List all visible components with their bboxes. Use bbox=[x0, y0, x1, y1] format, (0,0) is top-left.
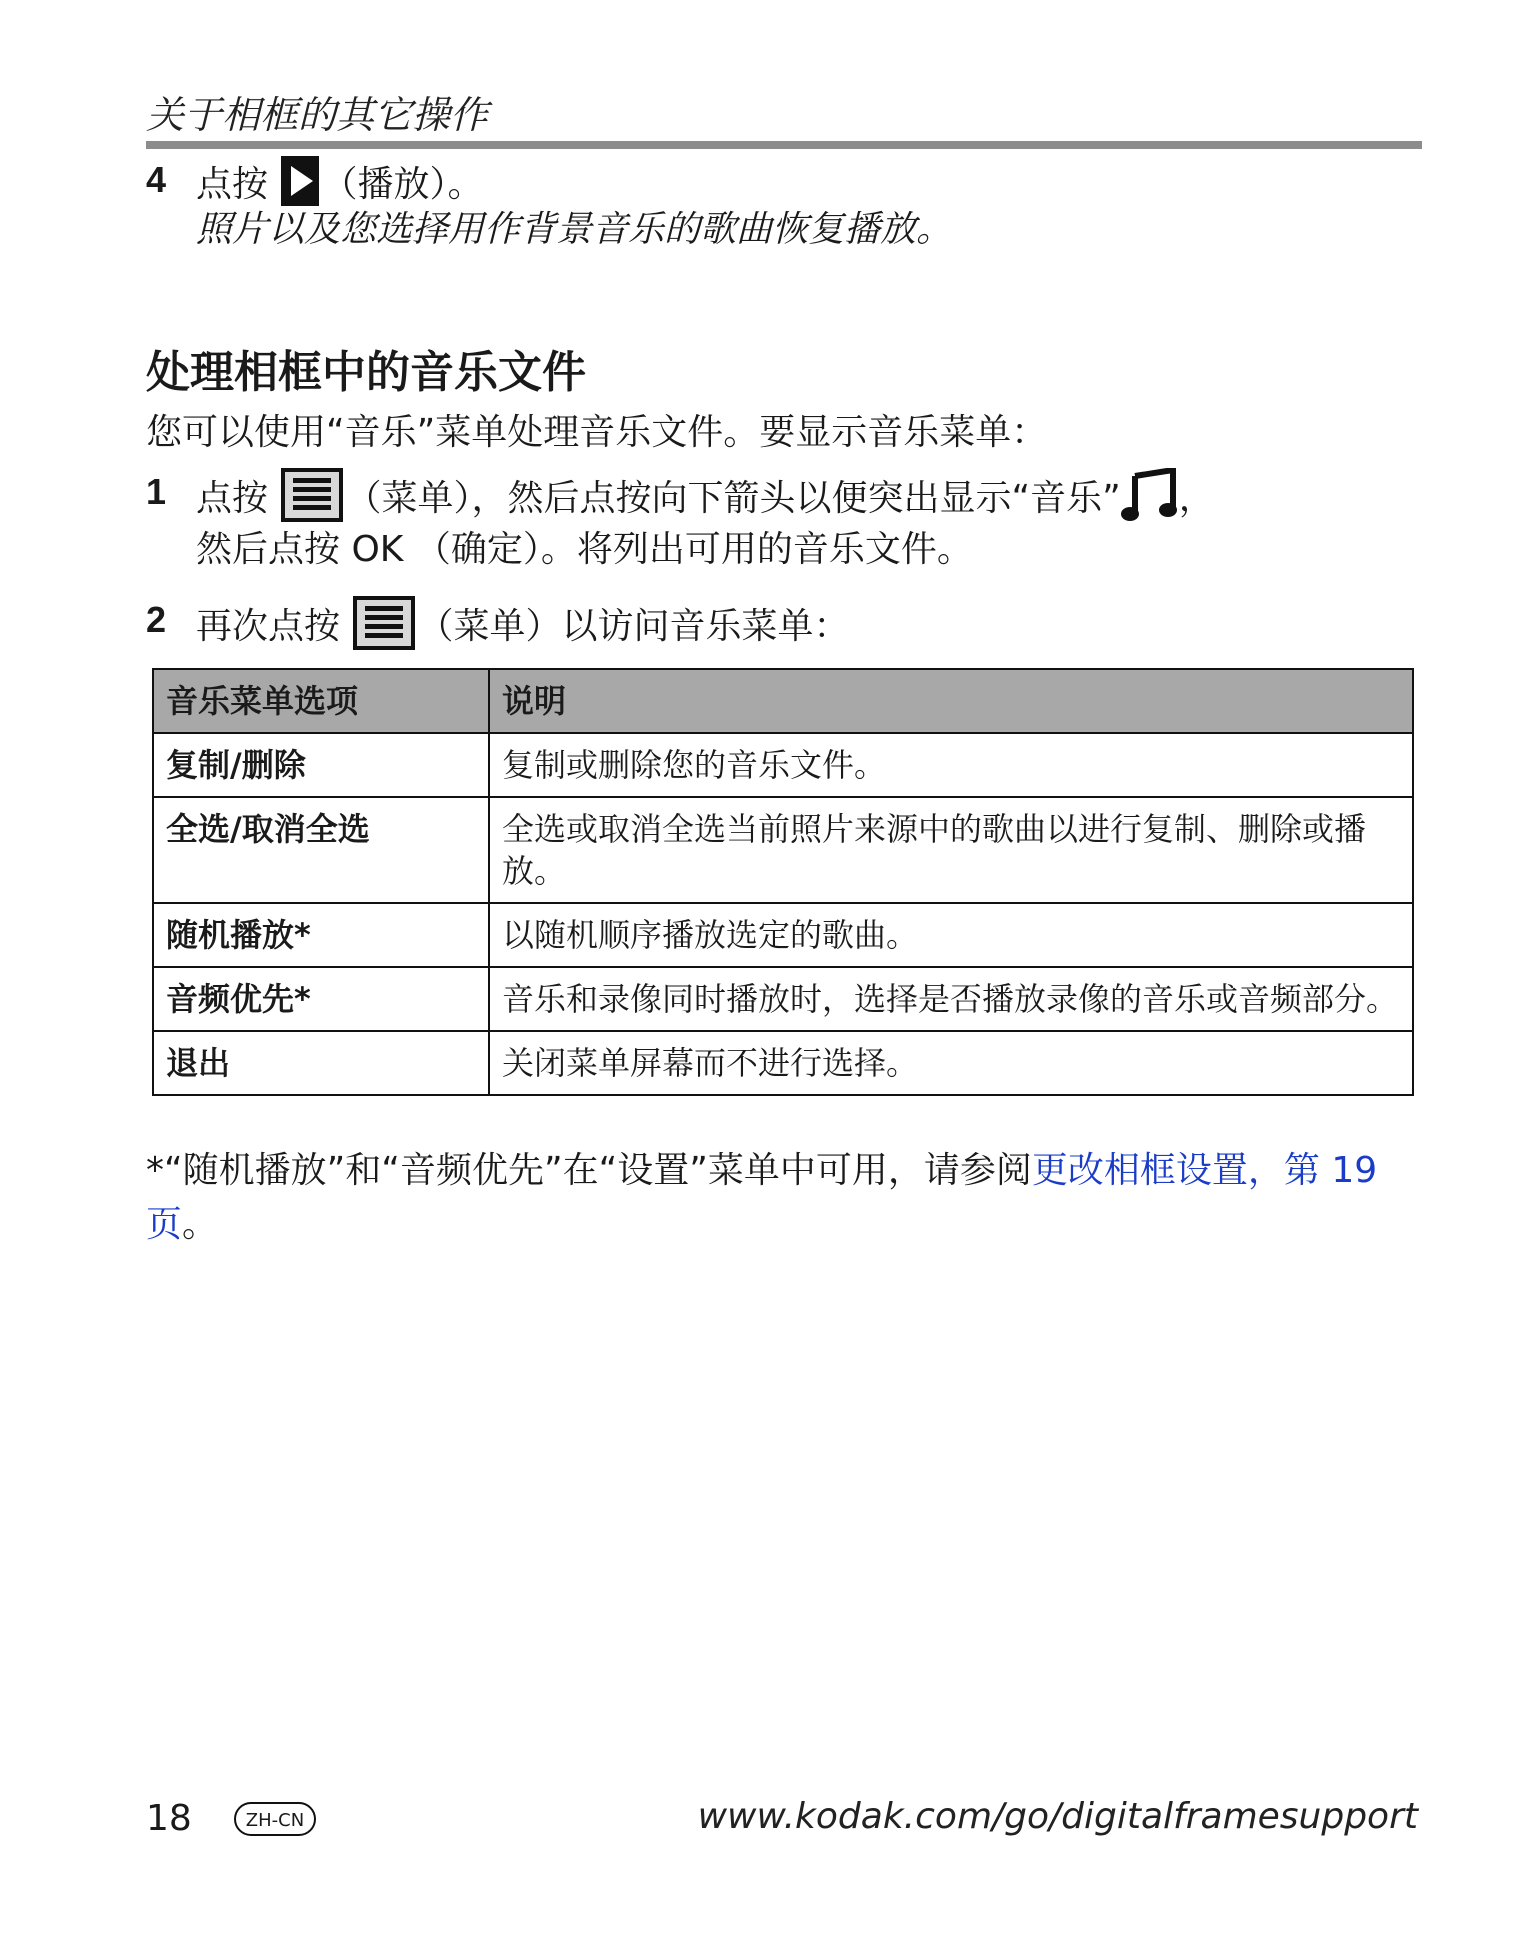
play-label: （播放）。 bbox=[321, 164, 484, 205]
header-rule bbox=[146, 141, 1422, 149]
table-row bbox=[153, 903, 1413, 967]
option-cell: 随机播放* bbox=[153, 903, 489, 967]
play-icon bbox=[281, 156, 319, 206]
option-cell: 音频优先* bbox=[153, 967, 489, 1031]
music-note-icon bbox=[1121, 468, 1179, 524]
page-number: 18 bbox=[146, 1798, 192, 1839]
step-number: 1 bbox=[146, 471, 167, 512]
table-row bbox=[153, 797, 1413, 903]
column-header: 说明 bbox=[489, 669, 1413, 733]
step-text: 点按 bbox=[196, 478, 269, 519]
step-1 bbox=[146, 468, 1215, 524]
description-cell: 关闭菜单屏幕而不进行选择。 bbox=[489, 1031, 1413, 1095]
option-cell: 全选/取消全选 bbox=[153, 797, 489, 903]
table-row bbox=[153, 733, 1413, 797]
step-text: （菜单），然后点按向下箭头以便突出显示“音乐” bbox=[345, 478, 1121, 519]
description-cell: 以随机顺序播放选定的歌曲。 bbox=[489, 903, 1413, 967]
option-cell: 退出 bbox=[153, 1031, 489, 1095]
step-2 bbox=[146, 596, 849, 651]
step-4 bbox=[146, 156, 483, 209]
step-4-result: 照片以及您选择用作背景音乐的歌曲恢复播放。 bbox=[196, 209, 953, 250]
step-text: ， bbox=[1178, 478, 1215, 519]
section-title: 处理相框中的音乐文件 bbox=[146, 347, 586, 398]
table-row bbox=[153, 1031, 1413, 1095]
footnote bbox=[146, 1144, 1422, 1252]
menu-icon bbox=[281, 468, 343, 522]
footnote-end: 。 bbox=[182, 1204, 219, 1245]
description-cell: 全选或取消全选当前照片来源中的歌曲以进行复制、删除或播放。 bbox=[489, 797, 1413, 903]
language-badge: ZH-CN bbox=[234, 1802, 316, 1836]
footnote-text: *“随机播放”和“音频优先”在“设置”菜单中可用，请参阅 bbox=[146, 1150, 1032, 1191]
step-text: 再次点按 bbox=[196, 606, 341, 647]
step-number: 4 bbox=[146, 159, 167, 200]
menu-icon bbox=[353, 596, 415, 650]
table-row bbox=[153, 967, 1413, 1031]
step-text: （菜单）以访问音乐菜单： bbox=[417, 606, 850, 647]
description-cell: 音乐和录像同时播放时，选择是否播放录像的音乐或音频部分。 bbox=[489, 967, 1413, 1031]
support-url[interactable]: www.kodak.com/go/digitalframesupport bbox=[697, 1796, 1418, 1837]
description-cell: 复制或删除您的音乐文件。 bbox=[489, 733, 1413, 797]
table-header-row bbox=[153, 669, 1413, 733]
option-cell: 复制/删除 bbox=[153, 733, 489, 797]
settings-page-link[interactable]: 更改相框设置，第 19 页 bbox=[146, 1150, 1378, 1245]
music-menu-table bbox=[152, 668, 1414, 1096]
column-header: 音乐菜单选项 bbox=[153, 669, 489, 733]
step-number: 2 bbox=[146, 599, 167, 640]
step-text: 点按 bbox=[196, 164, 269, 205]
header-title: 关于相框的其它操作 bbox=[146, 93, 489, 137]
section-intro: 您可以使用“音乐”菜单处理音乐文件。要显示音乐菜单： bbox=[146, 412, 1048, 453]
step-1-line2: 然后点按 OK （确定）。将列出可用的音乐文件。 bbox=[196, 529, 973, 570]
